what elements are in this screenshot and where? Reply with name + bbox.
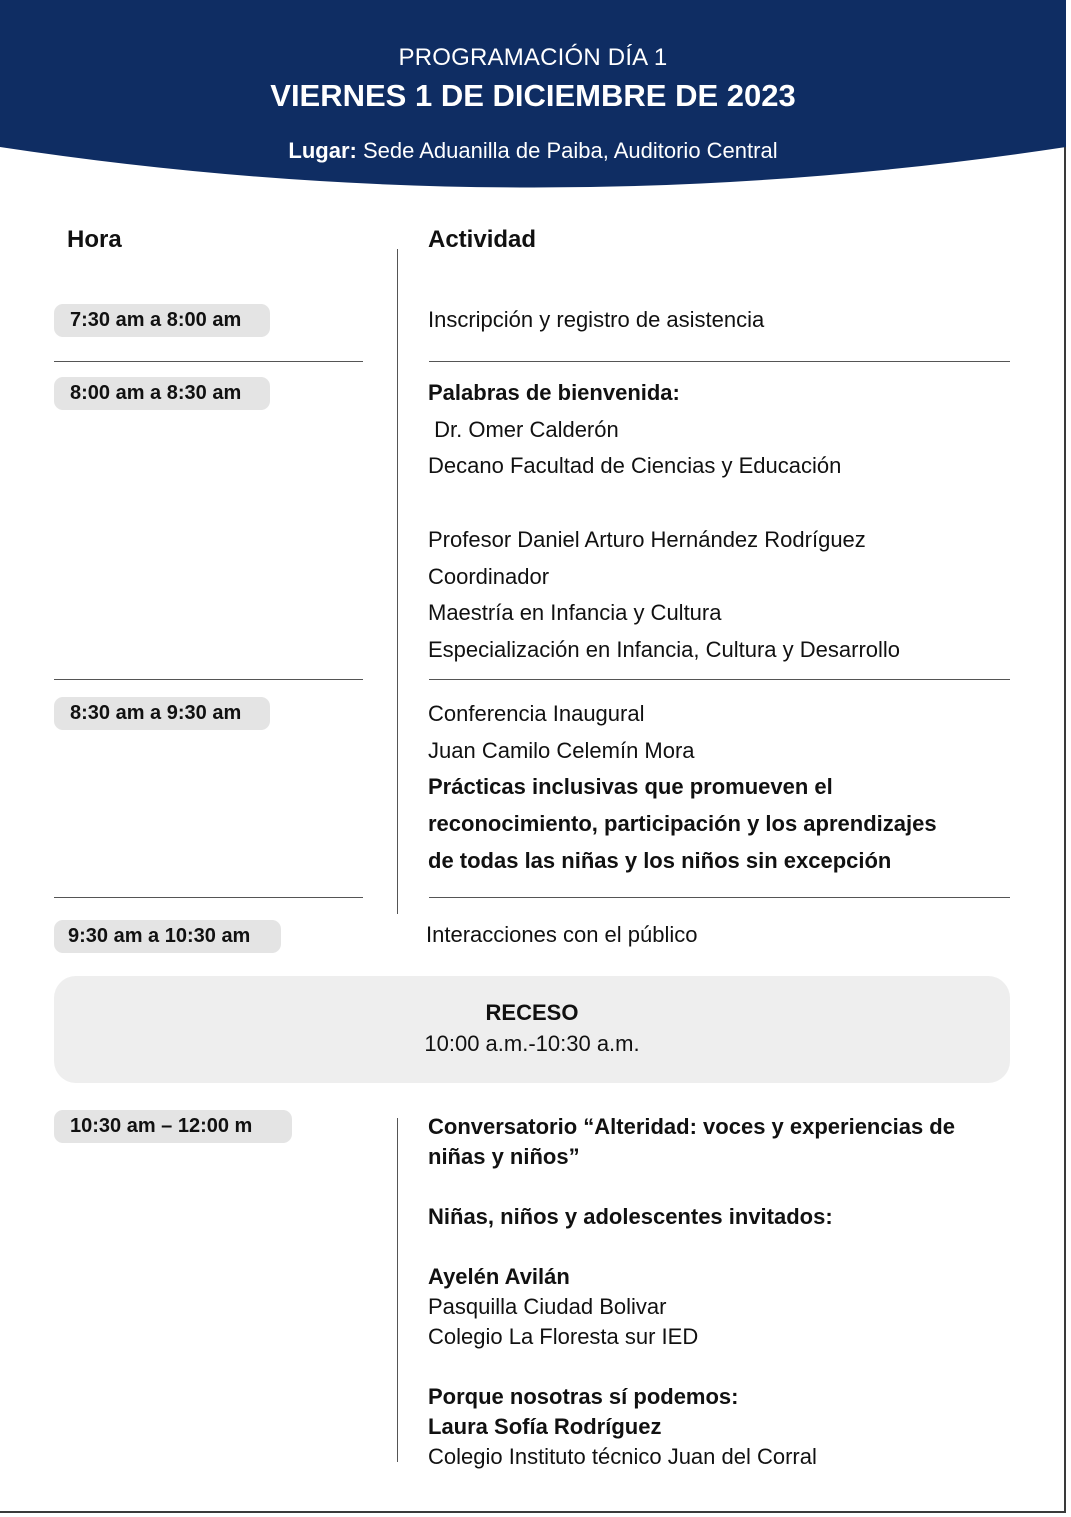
column-divider (397, 249, 398, 914)
time-slot-2: 8:00 am a 8:30 am (54, 377, 270, 410)
activity-column-header: Actividad (428, 226, 537, 253)
speaker-name: Juan Camilo Celemín Mora (428, 737, 695, 763)
activity-3 (428, 696, 937, 880)
column-divider-lower (397, 1118, 398, 1462)
location-label: Lugar: (288, 138, 357, 163)
activity-2 (428, 375, 900, 669)
guest-school: Colegio La Floresta sur IED (428, 1324, 699, 1349)
speaker-program: Especialización en Infancia, Cultura y Desarrollo (428, 636, 901, 662)
activity-line: Interacciones con el público (426, 922, 698, 947)
activity-heading: Palabras de bienvenida: (428, 380, 680, 405)
guest-name: Laura Sofía Rodríguez (428, 1414, 662, 1439)
spacer (428, 1172, 955, 1202)
panel-title: Conversatorio “Alteridad: voces y experiencias de (428, 1114, 955, 1139)
spacer (428, 1232, 955, 1262)
event-date: VIERNES 1 DE DICIEMBRE DE 2023 (270, 78, 796, 113)
activity-type: Conferencia Inaugural (428, 701, 645, 726)
guest-school: Colegio Instituto técnico Juan del Corral (428, 1444, 817, 1469)
speaker-program: Maestría en Infancia y Cultura (428, 600, 722, 626)
row-separator (429, 361, 1010, 362)
guest-location: Pasquilla Ciudad Bolivar (428, 1294, 667, 1319)
activity-5 (428, 1112, 955, 1472)
time-slot-3: 8:30 am a 9:30 am (54, 697, 270, 730)
row-separator (54, 679, 363, 680)
guest-name: Ayelén Avilán (428, 1264, 570, 1289)
row-separator (429, 897, 1010, 898)
blank-line (428, 485, 900, 522)
row-separator (429, 679, 1010, 680)
speaker-role: Decano Facultad de Ciencias y Educación (428, 453, 842, 479)
speaker-role: Coordinador (428, 563, 550, 589)
panel-title: niñas y niños” (428, 1144, 580, 1169)
time-slot-5: 10:30 am – 12:00 m (54, 1110, 292, 1143)
time-slot-4: 9:30 am a 10:30 am (54, 920, 281, 953)
program-day-title: PROGRAMACIÓN DÍA 1 (398, 44, 668, 71)
activity-1 (428, 302, 764, 339)
time-slot-1: 7:30 am a 8:00 am (54, 304, 270, 337)
time-column-header: Hora (67, 226, 122, 253)
activity-4 (426, 917, 698, 954)
location-value: Sede Aduanilla de Paiba, Auditorio Central (356, 138, 778, 163)
break-box (54, 976, 1010, 1083)
conference-title: reconocimiento, participación y los aprendizajes (428, 811, 937, 837)
guests-heading: Niñas, niños y adolescentes invitados: (428, 1204, 833, 1229)
speaker-name: Profesor Daniel Arturo Hernández Rodríguez (428, 526, 866, 552)
conference-title: Prácticas inclusivas que promueven el (428, 774, 833, 800)
event-location (0, 138, 1066, 164)
activity-line: Inscripción y registro de asistencia (428, 307, 765, 332)
conference-title: de todas las niñas y los niños sin excepción (428, 847, 892, 873)
row-separator (54, 897, 363, 898)
guest-group: Porque nosotras sí podemos: (428, 1384, 739, 1409)
speaker-name: Dr. Omer Calderón (428, 416, 619, 442)
break-time: 10:00 a.m.-10:30 a.m. (424, 1031, 640, 1056)
row-separator (54, 361, 363, 362)
spacer (428, 1352, 955, 1382)
break-title: RECESO (485, 1000, 579, 1025)
